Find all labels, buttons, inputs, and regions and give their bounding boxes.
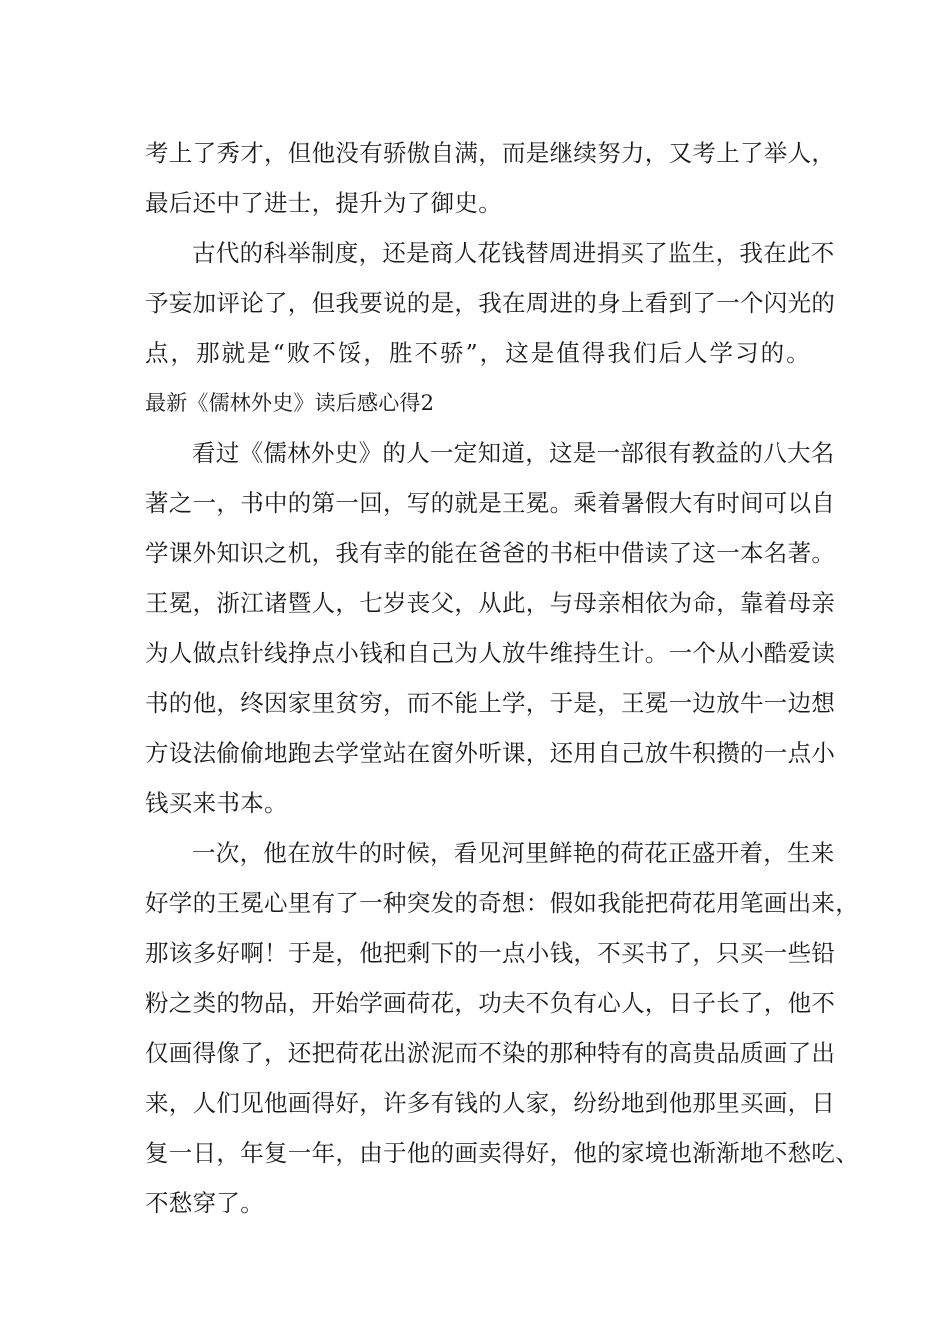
text-line: 方设法偷偷地跑去学堂站在窗外听课，还用自己放牛积攒的一点小 <box>145 739 836 767</box>
text-line: 好学的王冕心里有了一种突发的奇想：假如我能把荷花用笔画出来， <box>145 889 859 917</box>
text-line: 钱买来书本。 <box>145 789 288 817</box>
text-line: 予妄加评论了，但我要说的是，我在周进的身上看到了一个闪光的 <box>145 289 836 317</box>
text-line: 最后还中了进士，提升为了御史。 <box>145 189 502 217</box>
text-line: 复一日，年复一年，由于他的画卖得好，他的家境也渐渐地不愁吃、 <box>145 1139 859 1167</box>
text-line: 书的他，终因家里贫穷，而不能上学，于是，王冕一边放牛一边想 <box>145 689 836 717</box>
text-line: 粉之类的物品，开始学画荷花，功夫不负有心人，日子长了，他不 <box>145 989 836 1017</box>
text-line: 学课外知识之机，我有幸的能在爸爸的书柜中借读了这一本名著。 <box>145 539 836 567</box>
text-line: 为人做点针线挣点小钱和自己为人放牛维持生计。一个从小酷爱读 <box>145 639 836 667</box>
text-line: 一次，他在放牛的时候，看见河里鲜艳的荷花正盛开着，生来 <box>192 839 835 867</box>
text-line: 著之一，书中的第一回，写的就是王冕。乘着暑假大有时间可以自 <box>145 489 836 517</box>
section-heading: 最新《儒林外史》读后感心得2 <box>145 391 435 415</box>
text-line: 来，人们见他画得好，许多有钱的人家，纷纷地到他那里买画，日 <box>145 1089 836 1117</box>
text-line: 不愁穿了。 <box>145 1189 264 1217</box>
text-line: 看过《儒林外史》的人一定知道，这是一部很有教益的八大名 <box>192 439 835 467</box>
text-line: 考上了秀才，但他没有骄傲自满，而是继续努力，又考上了举人， <box>145 139 836 167</box>
text-line: 王冕，浙江诸暨人，七岁丧父，从此，与母亲相依为命，靠着母亲 <box>145 589 836 617</box>
text-line: 古代的科举制度，还是商人花钱替周进捐买了监生，我在此不 <box>192 239 835 267</box>
text-line: 点，那就是“败不馁，胜不骄”，这是值得我们后人学习的。 <box>145 339 810 367</box>
document-body <box>145 128 859 1228</box>
text-line: 仅画得像了，还把荷花出淤泥而不染的那种特有的高贵品质画了出 <box>145 1039 836 1067</box>
text-line: 那该多好啊！于是，他把剩下的一点小钱，不买书了，只买一些铅 <box>145 939 836 967</box>
